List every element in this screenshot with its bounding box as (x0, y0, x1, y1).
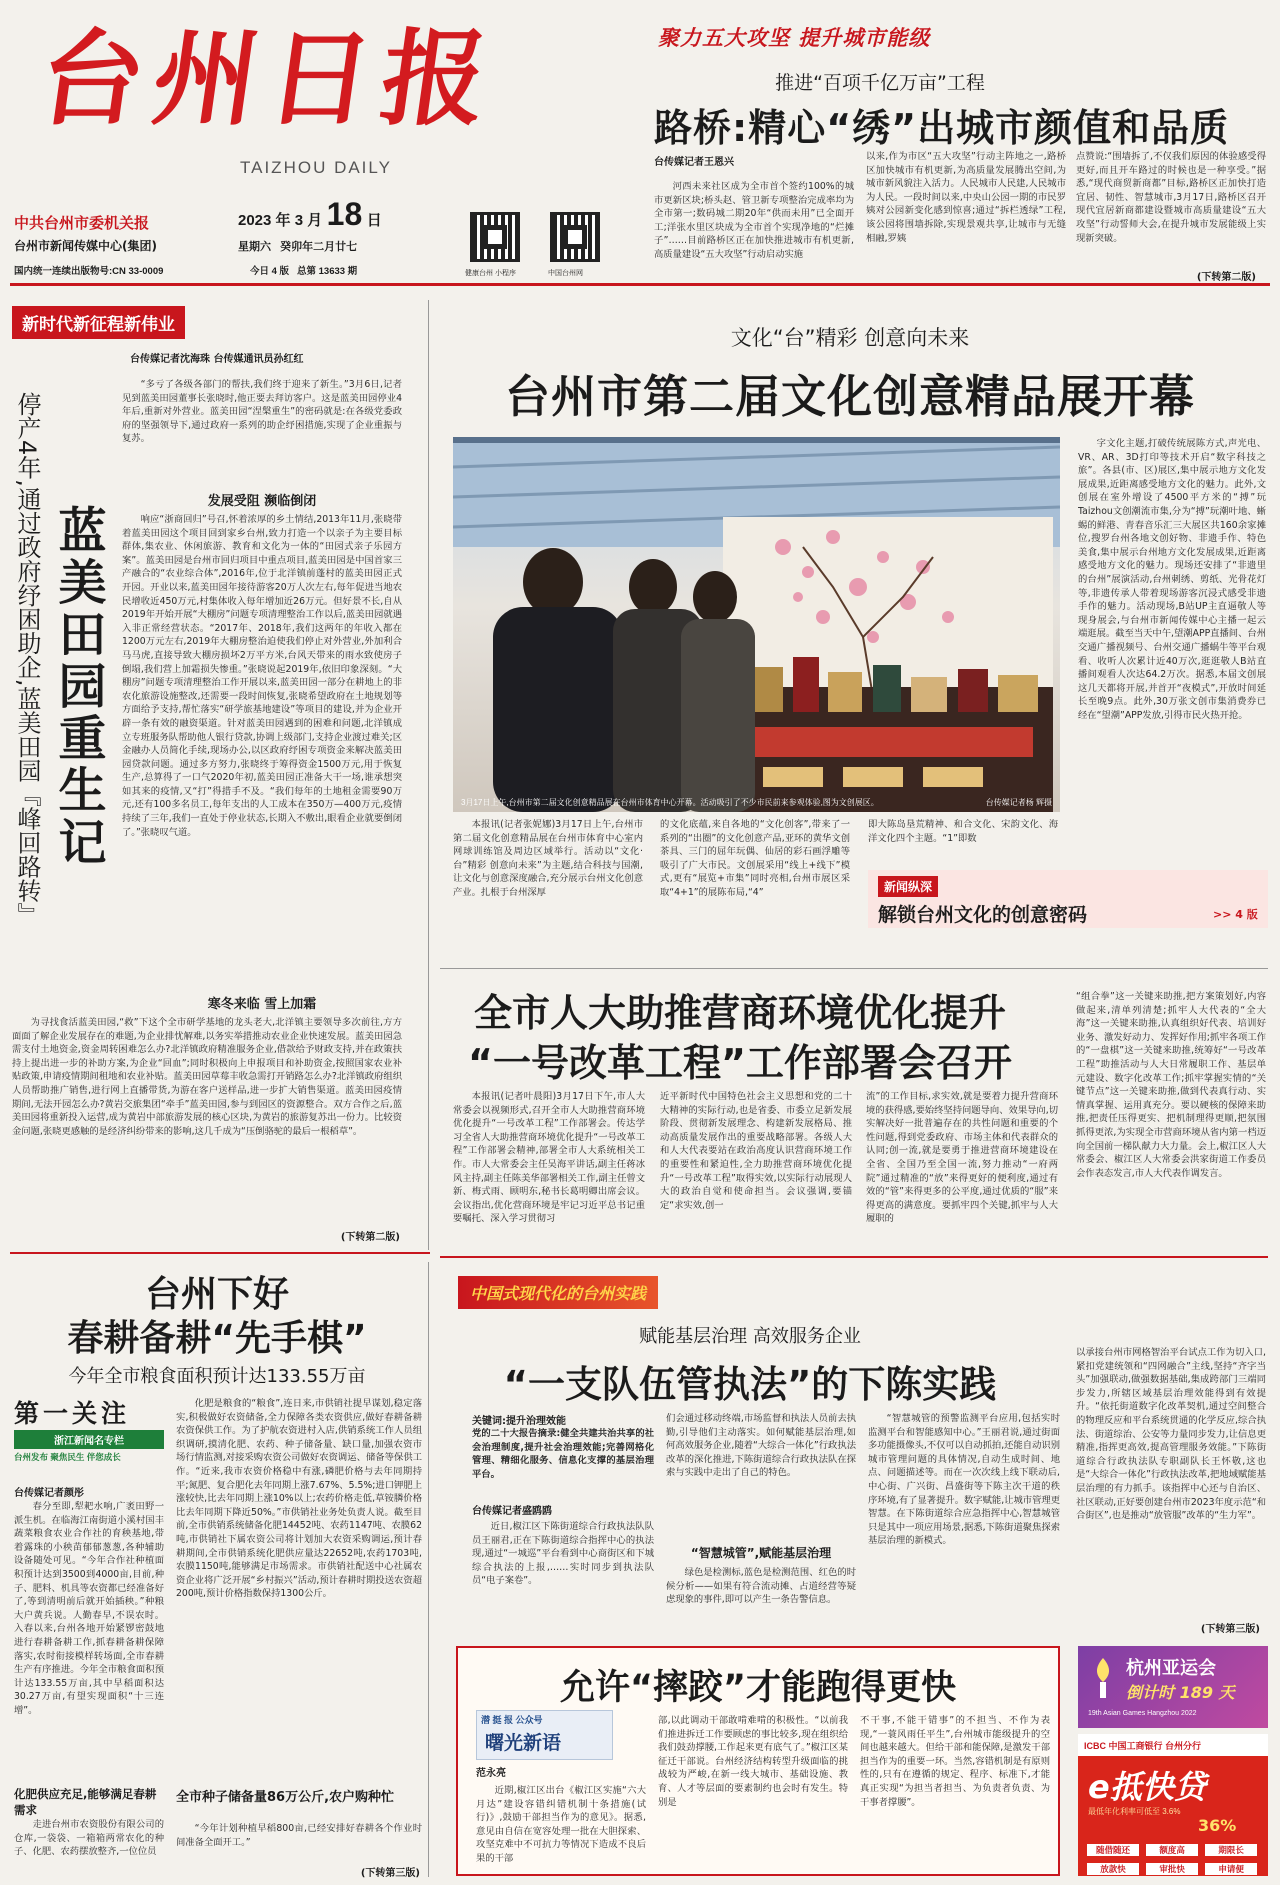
left-byline: 台传媒记者沈海珠 台传媒通讯员孙红红 (130, 354, 304, 365)
top-continue[interactable]: (下转第二版) (1196, 272, 1256, 283)
gov-kicker: 赋能基层治理 高效服务企业 (639, 1326, 861, 1347)
masthead-weekday (238, 238, 357, 254)
npc-headline-2[interactable]: “一号改革工程”工作部署会召开 (468, 1041, 1012, 1085)
top-headline[interactable]: 路桥:精心“绣”出城市颜值和品质 (654, 106, 1230, 150)
npc-headline-1[interactable]: 全市人大助推营商环境优化提升 (473, 991, 1006, 1035)
first-focus-logo (14, 1394, 164, 1470)
photo-credit: 台传媒记者杨 辉摄 (985, 798, 1052, 807)
gov-col-2: 们会通过移动终端,市场监督和执法人员前去执勤,引导他们主动落实。如何赋能基层治理,如何高效服务企业,随着“大综合一体化”行政执法改革的深化推进,下陈街道综合行政执法队在探索与实践中走出了自己的特色。 (666, 1413, 856, 1479)
qr-code-icon[interactable] (470, 212, 520, 262)
spring-byline: 台传媒记者颜彤 (14, 1488, 84, 1499)
ad2-tag: 额度高 (1146, 1844, 1198, 1856)
spring-col-2: 化肥是粮食的“粮食”,连日来,市供销社提早谋划,稳定落实,积极做好农资储备,全力保障各类农资供应,做好春耕备耕农资保供工作。为了护航农资进村入店,供销系统工作人员组织调研,摸清化肥、农药、种子储备量、缺口量,加强农资市场行情监测,对接采购农资公司做好农资调运、储备等保供工作。“近来,我市农资价格稳中有涨,磷肥价格与去年同期持平;氮肥、复合肥化去年同期上涨7.67%、5.5%;进口钾肥上涨较快,比去年同期上涨10%以上;农药价格走低,草铵膦价格比去年同期下降近50%。”市供销社业务处负责人说。截至目前,全市供销系统储备化肥14452吨、农药1147吨、农膜62吨,市供销社下属农资公司将计划加大农资采购调运,预计春耕期间,全市供销系统化肥供应量达22652吨,农药1703吨,农膜1150吨,能够满足市场需求。市供销社配送中心社属农资企业将广泛开展“乡村振兴”活动,预计春耕时期投送农资超200吨,预计价格指数保持1300公斤。 (176, 1398, 422, 1600)
spring-sub-2: 全市种子储备量86万公斤,农户购种忙 (176, 1790, 395, 1805)
spring-headline-2[interactable]: 春耕备耕“先手棋” (67, 1318, 367, 1359)
gov-continue[interactable]: (下转第三版) (1200, 1624, 1260, 1635)
gov-keywords-quote: 党的二十大报告摘录:健全共建共治共享的社会治理制度,提升社会治理效能;完善网格化管理、精细化服务、信息化支撑的基层治理平台。 (472, 1428, 654, 1480)
ad2-tag: 申请便 (1205, 1863, 1257, 1875)
lunar-date: 癸卯年二月廿七 (280, 241, 358, 253)
masthead-date (238, 196, 382, 233)
commentary-headline[interactable]: 允许“摔跤”才能跑得更快 (559, 1668, 956, 1708)
top-byline: 台传媒记者王恩兴 (654, 157, 734, 168)
gov-col-1: 近日,椒江区下陈街道综合行政执法队队员王丽君,正在下陈街道综合指挥中心的执法现,通过“一城巡”平台看到中心商街区和下城综合执法的上报,……实时同步到执法队员“电子案卷”。 (472, 1521, 654, 1587)
center-side-col: 字文化主题,打破传统展陈方式,声光电、VR、AR、3D打印等技术开启“数字科技之旅”。各县(市、区)展区,集中展示地方文化发展成果,近距离感受地方文化的魅力。此外,文创展在室外增设了4500平方米的“搏”玩Taizhou文创潮流市集,分为“搏”玩潮叶地、蜥蜴的鲜港、青春音乐汇三大展区共160余家摊位,搜罗台州各地文创好物、非遗手作、特色美食,集中展示台州地方文化发展成果,近距离感受地方文化的魅力。现场还安排了“非遗里的台州”展演活动,台州刺绣、剪纸、光骨花灯等,非遗传承人带着现场游客沉浸式感受非遗手作的魅力。活动现场,B站UP主直逼敬人等现身展会,与台州市新闻传媒中心主播一起云端逛展。截至当天中午,望潮APP直播间、台州交通广播视频号、台州交通广播蜗牛等平台观看、收听人次累计近40万次,逛逛敬人B站直播间观看人次达64.2万次。据悉,本届文创展这几天都将开展,并首开“夜模式”,开放时间延长至晚9点。此外,30万张文创市集消费券已经在“望潮”APP发放,引得市民火热开抢。 (1078, 438, 1266, 721)
ad1-title: 杭州亚运会 (1126, 1658, 1216, 1679)
masthead-pages (250, 263, 357, 277)
ad2-tags (1086, 1838, 1262, 1876)
deep-news-tag: 新闻纵深 (878, 876, 938, 897)
npc-col-2: 近平新时代中国特色社会主义思想和党的二十大精神的实际行动,也是省委、市委立足新发展阶段、贯彻新发展理念、构建新发展格局、推动高质量发展作出的重要战略部署。各级人大和人大代表要站在政治高度认识营商环境工作的重要性和紧迫性,全力助推营商环境优化提升“一号改革工程”取得实效,以实际行动展现人大的政治自觉和使命担当。会议强调,要锚定“求实效,创一 (660, 1091, 852, 1211)
page-count: 今日 4 版 (250, 266, 290, 277)
column-slogan: 台州发布 聚焦民生 伴您成长 (14, 1452, 121, 1462)
gov-col-2b: 绿色是检测标,蓝色是检测范围、红色的时候分析——如果有符合流动摊、占道经营等疑虑现象的事件,即可以产生一条告警信息。 (666, 1567, 856, 1606)
left-para-2: 为寻找食活蓝美田园,“救”下这个全市研学基地的龙头老大,北洋镇主要领导多次前往,方方面面了解企业发展存在的难题,为企业排忧解难,以务实举措推动农业企业快速发展。蓝美田园急需支付土地资金,资金周转困难怎么办?北洋镇政府精准服务企业,借款给予财政支持,并在政策扶持上提出进一步的补助方案,为企业“回血”;同时积极向上申报项目和补助资金,按照国家农业补贴政策,申请疫情期间租地和农业补贴。蓝美田园草莓丰收急需打开销路怎么办?北洋镇政府组织人员帮助推广销售,进行网上直播带货,为游在客户送样品,进一步扩大销售渠道。蓝美田园疫情期间,无法开园怎么办?黄岩交旅集团“牵手”蓝美田园,参与到园区的资源整合。双方合作之后,蓝美田园将重新投入运营,成为黄岩中部旅游发展的核心区块,为黄岩的旅游复苏出一份力。比较资金问题,张晓更感触的是经济纠纷带来的影响,这几千成为“压倒骆驼的最后一根稻草”。 (12, 1017, 402, 1137)
commentary-col-3: 不干事,不能干错事”的不担当、不作为表现,“一蓑风雨任平生”,台州城市能级提升的空间也越来越大。但给干部和能保障,是激发干部担当作为的重要一环。当然,容错机制是有原则性的,只有在遵循的规定、程序、标准下,才能真正实现“为担当者担当、为负责者负责、为干事者撑腰”。 (860, 1715, 1050, 1808)
weekday: 星期六 (238, 241, 271, 253)
deep-news-page[interactable]: >> 4 版 (1213, 908, 1258, 921)
section-label: 新时代新征程新伟业 (12, 306, 185, 339)
masthead-pinyin: TAIZHOU DAILY (240, 158, 392, 177)
ad2-tag: 随借随还 (1087, 1844, 1139, 1856)
gov-col-4: 以承接台州市网格智治平台试点工作为切入口,紧扣党建统领和“四网融合”主线,坚持“齐字当头”加强联动,做强数据基础,集成跨部门三端同步发力,所辖区域基层治理效能得到有效提升。“依托街道数字化改革契机,通过空间整合的物理反应和平台系统贯通的化学反应,综合执法、街道综治、公安等力量同步发力,让信息更精准,指挥更高效,提高管理服务效能。”下陈街道综合行政执法队专职副队长王怀敬,这也是“大综合一体化”行政执法改革,把地域赋能基层治理的有力抓手。该指挥中心还与自治区、社区联动,正好要创建台州市2023年度示范“和合街区”,也是推动“放管服”改革的“生力军”。 (1076, 1347, 1266, 1522)
commentary-logo (476, 1710, 613, 1760)
ad2-rate: 最低年化利率可低至 3.6% (1088, 1807, 1181, 1816)
photo-caption (461, 797, 1052, 808)
gov-byline: 台传媒记者盛鸥鸥 (472, 1506, 552, 1517)
npc-col-3: 流”的工作目标,求实效,就是要着力提升营商环境的获得感,要始终坚持问题导向、效果导向,切实解决好一批普遍存在的共性问题和重要的个性问题,得到党委政府、市场主体和代表群众的认同;创一流,就是要勇于推进营商环境建设在全省、全国乃至全国一流,努力推动“一府两院”通过精准的“放”来得更好的便利度,通过有效的“管”来得更多的公平度,通过优质的“服”来得更高的满意度。要抓牢四个关键,抓牢与人大履职的 (866, 1091, 1058, 1225)
top-kicker: 推进“百项千亿万亩”工程 (775, 72, 985, 94)
left-sub-2: 寒冬来临 雪上加霜 (207, 997, 317, 1012)
masthead-org: 中共台州市委机关报 (14, 214, 150, 232)
npc-col-1: 传达学习全省人大助推营商环境优化提升“一号改革工程”工作部署会精神,部署全市人大系统相关工作。市人大常委会主任吴海平讲话,副主任蒋冰风主持,副主任陈美华部署相关工作,副主任曾文新、梅式雨、顾明东,秘书长葛明卿出席会议。会议指出,优化营商环境是牢记习近平总书记重要嘱托、深入学习贯彻习 (453, 1118, 645, 1225)
npc-col-4: “组合拳”这一关键来助推,把方案策划好,内容做起来,清单列清楚;抓牢人大代表的“全大海”这一关键来助推,认真组织好代表、培训好业务、激发好动力、发挥好作用;抓牢各项工作的“一盘棋”这一关键来助推,统筹好“一号改革工程”助推活动与人大日常履职工作、基层单元建设、数字化改革工作;抓牢掌握实情的“关键节点”这一关键来助推,做到代表真行动、实情真掌握、运用真充分。要以硬核的保障来助推,把责任压得更实、把机制理得更顺,把氛围抓得更浓,为实现全市营商环境从省内第一档迈向全国前一梯队献力大力量。会上,椒江区人大常委会、椒江区人大常委会洪家街道工作委员会作表态发言,市人大代表作调发言。 (1076, 991, 1266, 1179)
deep-news-box[interactable] (868, 870, 1268, 928)
left-vertical-title[interactable]: 蓝美田园重生记 (50, 505, 106, 869)
qr-label: 健康台州 小程序 (465, 270, 516, 277)
spring-sub-1: 化肥供应充足,能够满足春耕需求 (14, 1787, 157, 1817)
gov-col-3: “智慧城管的预警监测平台应用,包括实时监测平台和智能感知中心。”王丽君说,通过街面多功能摄像头,不仅可以自动抓拍,还能自动识别城市管理问题的具体情况,自动生成时间、地点、问题描述等。而在一次次线上线下联动后,中心街、广兴街、昌盛街等下陈主次干道的秩序环境,有了显著提升。数字赋能,让城市管理更智慧。在下陈街道综合应急指挥中心,智慧城管只是其中一项应用场景,据悉,下陈街道聚焦探索基层治理的新模式。 (868, 1413, 1060, 1547)
ad1-small: 19th Asian Games Hangzhou 2022 (1088, 1710, 1197, 1717)
spring-col-1: 春分至即,犁耙水响,广袤田野一派生机。在临海江南街道小溪村国丰蔬菜粮食农业合作社的育秧基地,带着露珠的小秧苗郁郁葱葱,各种辅助设备随处可见。“今年合作社种植面积预计达到3500到4000亩,目前,种子、肥料、机具等农资都已经准备好了,等到清明前后就开始插秧。”种粮大户黄兵说。人勤春早,不误农时。入春以来,台州各地开始紧锣密鼓地进行春耕备耕工作,抓春耕备耕保障落实,农时衔接模样转场面,全市春耕生产有序推进。今年全市粮食面积预计达133.55万亩,其中早稻面积达30.27万亩,有望实现面积“十三连增”。 (14, 1501, 164, 1716)
left-sub-1: 发展受阻 濒临倒闭 (207, 494, 317, 509)
section-rule (10, 1252, 430, 1254)
asian-games-ad[interactable] (1078, 1646, 1268, 1728)
column-title: 第一关注 (14, 1399, 131, 1428)
date-suffix: 日 (366, 212, 382, 229)
gov-sub: “智慧城管”,赋能基层治理 (690, 1546, 832, 1560)
commentary-box (456, 1646, 1060, 1876)
left-vertical-kicker: 停产4年,通过政府纾困助企,蓝美田园『峰回路转』 (13, 392, 41, 927)
spring-col-1b: 走进台州市农资股份有限公司的仓库,一袋袋、一箱箱两常农化的种子、化肥、农药摆放整齐,一位位员 (14, 1819, 164, 1858)
left-continue[interactable]: (下转第二版) (340, 1232, 400, 1243)
ad2-bank: ICBC 中国工商银行 台州分行 (1084, 1741, 1202, 1751)
top-col-1: 河西未来社区成为全市首个签约100%的城市更新区块;桥头赵、管卫新专项整治完成率均为全市第一;数码城二期20年“供而未用”已全面开工;洋张水里区块成为全市首个实现净地的“烂摊子”……目前路桥区正在加快推进城市有机更新,高质量建设“五大攻坚”行动启动实施 (654, 181, 854, 260)
ad2-tag: 放款快 (1087, 1863, 1139, 1875)
ad2-tag: 审批快 (1146, 1863, 1198, 1875)
masthead-title: 台州日报 (31, 17, 505, 140)
issue-number: 总第 13633 期 (296, 266, 358, 277)
exhibition-photo[interactable] (453, 437, 1060, 812)
top-col-3: 点赞说:“围墙拆了,不仅我们原因的体验感受得更好,而且开车路过的时候也是一种享受。”据悉,“现代商贸新商都”目标,路桥区正加快打造宜居、韧性、智慧城市,3月17日,路桥区召开现代宜居新商都建设暨城市高质量建设“五大攻坚”行动誓师大会,在提升城市发展能级上实现新突破。 (1076, 151, 1266, 244)
ad2-tag: 期限长 (1205, 1844, 1257, 1856)
npc-rule (440, 1256, 1268, 1258)
gov-headline[interactable]: “一支队伍管执法”的下陈实践 (503, 1363, 997, 1406)
ad1-countdown: 倒计时 189 天 (1126, 1683, 1235, 1702)
spring-headline-1[interactable]: 台州下好 (144, 1274, 289, 1315)
center-headline[interactable]: 台州市第二届文化创意精品展开幕 (504, 370, 1195, 423)
torch-icon (1088, 1656, 1118, 1700)
masthead-publisher: 台州市新闻传媒中心(集团) (14, 239, 157, 253)
spring-col-2b: “今年计划种植早稻800亩,已经安排好春耕各个作业时间准备全面开工。” (176, 1823, 422, 1848)
deep-news-link[interactable]: 解锁台州文化的创意密码 (878, 904, 1088, 926)
ad2-percent: 36% (1198, 1816, 1237, 1835)
center-col-2: 的文化底蕴,来自各地的“文化创客”,带来了一系列的“出圈”的文化创意产品,亚环的黄华文创茶具、三门的屈年玩偶、仙居的彩石画浮雕等吸引了广大市民。文创展采用“线上+线下”模式,更有“展览+市集”同时亮相,台州市展区采取“4+1”的展陈布局,“4” (660, 819, 850, 898)
qr-code-icon[interactable] (550, 212, 600, 262)
npc-lead (453, 1090, 645, 1250)
logo-small: 潜 挺 报 公众号 (481, 1715, 543, 1725)
center-byline: 本报讯(记者张妮娜)3月17日上午,台州市第二届文化创意精品展在台州市体育中心室内网球训练馆及周边区域举行。 (453, 819, 643, 858)
date-day: 18 (326, 196, 363, 232)
center-lead (453, 818, 643, 948)
column-divider (428, 1262, 429, 1877)
spring-continue[interactable]: (下转第三版) (360, 1868, 420, 1879)
left-para-1: 响应“浙商回归”号召,怀着浓厚的乡土情结,2013年11月,张晓带着蓝美田园这个项目回到家乡台州,致力打造一个以亲子为主要目标群体,集农业、休闲旅游、教育和文化为一体的“田园式亲子乐园方案”。蓝美田园是台州市回归项目中重点项目,蓝美田园是中国首家三产融合的“农业综合体”,2016年,位于北洋镇前蓬村的蓝美田园正式开园。开业以来,蓝美田园年接待游客20万人次左右,每年促进当地农民增收近450万元,村集体收入每年增加近26万元。但好景不长,自从2019年开始开展“大棚房”问题专项清理整治工作以后,蓝美田园就遇入非正常经营状态。“2017年、2018年,我们这两年的年收入都在1200万元左右,2019年大棚房整治迫使我们停止对外营业,外加利合马马虎,直接导致大棚房损坏2万平方米,台风天带来的雨水致使房子倒塌,我们营上加霜损失惨重。”张晓说起2019年,依旧印象深刻。“大棚房”问题专项清理整治工作开展以来,蓝美田园一部分在耕地上的非农化旅游设施整改,还需要一段时间恢复,张晓希望政府在土地规划等方面给予支持,帮忙落实“研学旅基地建设”等项目的建设,并为企业开辟一条有效的融资渠道。针对蓝美田园遇到的困难和问题,北洋镇成立专班服务队帮助他人银行贷款,协调上级部门,支持企业渡过难关;区金融办人员简化手续,现场办公,以区政府纾困专项资金来解决蓝美田园贷款问题。通过多方努力,张晓终于筹得资金1500万元,用于恢复生产,总算得了一口气2020年初,蓝美田园正准备大干一场,谁承想突如其来的疫情,又“打”得措手不及。“我们每年的土地租金需要90万元,还有100多名员工,每年支出的人工成本在350万—400万元,疫情持续了三年,我们一直处于停业状态,长期入不敷出,眼看企业就要倒闭了。”张晓叹气道。 (122, 514, 402, 838)
masthead-cn: 国内统一连续出版物号:CN 33-0009 (14, 266, 164, 277)
icbc-ad[interactable] (1078, 1734, 1268, 1876)
caption-text: 3月17日上午,台州市第二届文化创意精品展在台州市体育中心开幕。活动吸引了不少市民前来参观体验,图为文创展区。 (461, 798, 879, 807)
gov-banner: 中国式现代化的台州实践 (458, 1276, 658, 1309)
commentary-byline: 范永亮 (476, 1768, 506, 1779)
date-prefix: 2023 年 3 月 (238, 212, 323, 229)
center-col-1: 活动以“文化·台”精彩 创意向未来”为主题,结合科技与国潮,让文化与创意深度融合,充分展示台州文化创意产业。扎根于台州深厚 (453, 846, 643, 898)
gov-keywords-box (472, 1412, 654, 1497)
commentary-col-2: 部,以此调动干部敢啃难啃的积极性。“以前我们推进拆迁工作要顾虑的事比较多,现在组织给我们鼓劲撑腰,工作起来更有底气了。”椒江区某征迁干部说。台州经济结构转型升级面临的挑战较为严峻,在新一线大城市、基础设施、教育、人才等层面的要素制约也会时有发生。特别是 (658, 1715, 848, 1808)
header-rule (10, 283, 1270, 286)
center-kicker: 文化“台”精彩 创意向未来 (730, 326, 970, 350)
commentary-col-1: 近期,椒江区出台《椒江区实施“六大月达”建设容错纠错机制十条措施(试行)》,鼓励干部担当作为的意见》。据悉,意见由自信在宽容处理一批在大胆探索、攻坚克难中不可抗力等情况下造成不良后果的干部 (476, 1785, 646, 1864)
photo-scene (453, 437, 1060, 812)
qr-label: 中国台州网 (548, 270, 583, 277)
top-col-2: 以来,作为市区“五大攻坚”行动主阵地之一,路桥区加快城市有机更新,为高质量发展腾出空间,为城市新风貌注入活力。人民城市人民建,人民城市为人民。一段时间以来,中央山公园一期的市民罗姨对公园新变化感到惊喜;通过“拆栏透绿”工程,该公园将围墙拆除,实现景观共享,让城市与无缝相融,罗姨 (866, 151, 1066, 244)
column-sub: 浙江新闻名专栏 (14, 1430, 164, 1449)
spring-subhead: 今年全市粮食面积预计达133.55万亩 (68, 1366, 366, 1387)
left-intro: “多亏了各级各部门的帮扶,我们终于迎来了新生。”3月6日,记者见到蓝美田园董事长张晓时,他正要去拜访客户。这是蓝美田园停业4年后,重新对外营业。蓝美田园“涅槃重生”的密码就是:在各级党委政府的坚强领导下,通过政府一系列的助企纾困措施,实现了企业重振与复苏。 (122, 379, 402, 445)
gov-keywords: 关键词:提升治理效能 (472, 1416, 566, 1427)
center-col-3: 即大陈岛垦荒精神、和合文化、宋韵文化、海洋文化四个主题。“1”即数 (868, 819, 1058, 844)
ad2-title: e抵快贷 (1088, 1768, 1206, 1806)
center-divider (440, 968, 1268, 969)
npc-byline: 本报讯(记者叶晨阳)3月17日下午,市人大常委会以视频形式,召开全市人大助推营商环境优化提升“一号改革工程”工作部署会。 (453, 1091, 645, 1130)
top-banner: 聚力五大攻坚 提升城市能级 (658, 25, 931, 50)
column-divider (428, 300, 429, 1250)
logo-text: 曙光新语 (485, 1732, 562, 1754)
